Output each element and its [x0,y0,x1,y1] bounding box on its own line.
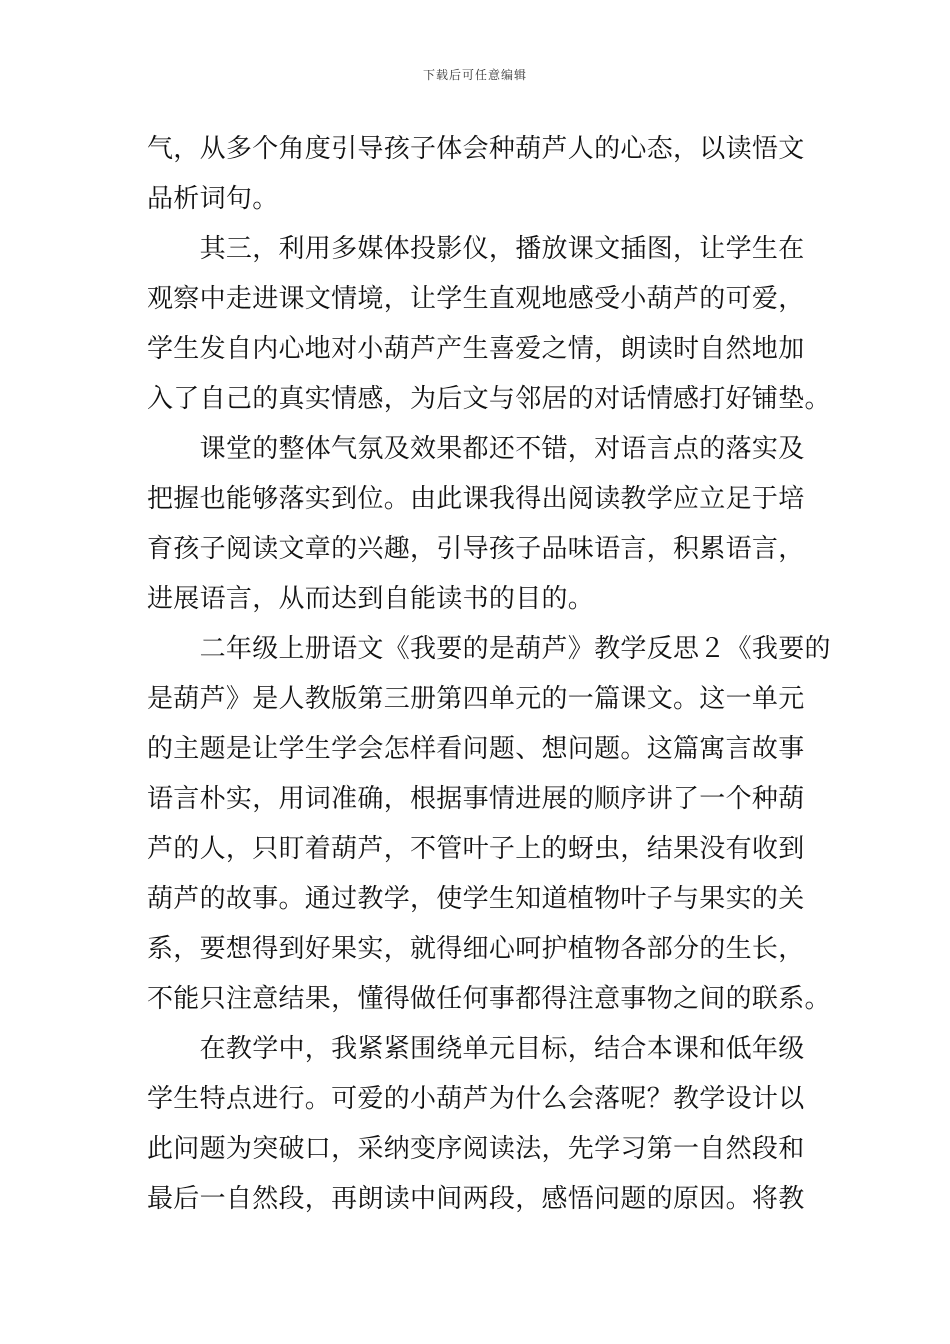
header-note: 下载后可任意编辑 [422,68,527,82]
body-line: 的主题是让学生学会怎样看问题、想问题。这篇寓言故事 [147,734,805,764]
body-line: 学生发自内心地对小葫芦产生喜爱之情，朗读时自然地加 [147,334,805,364]
body-line: 课堂的整体气氛及效果都还不错，对语言点的落实及 [147,434,805,464]
body-line: 气，从多个角度引导孩子体会种葫芦人的心态，以读悟文 [147,134,805,164]
body-line: 观察中走进课文情境，让学生直观地感受小葫芦的可爱， [147,284,805,314]
body-line: 语言朴实，用词准确，根据事情进展的顺序讲了一个种葫 [147,784,805,814]
body-line: 在教学中，我紧紧围绕单元目标，结合本课和低年级 [147,1034,805,1064]
body-line: 此问题为突破口，采纳变序阅读法，先学习第一自然段和 [147,1134,805,1164]
body-line: 学生特点进行。可爱的小葫芦为什么会落呢？教学设计以 [147,1084,805,1114]
body-line: 把握也能够落实到位。由此课我得出阅读教学应立足于培 [147,484,805,514]
body-line: 其三，利用多媒体投影仪，播放课文插图，让学生在 [147,234,805,264]
body-line: 是葫芦》是人教版第三册第四单元的一篇课文。这一单元 [147,684,805,714]
body-line: 二年级上册语文《我要的是葫芦》教学反思２《我要的 [147,634,831,664]
body-line: 入了自己的真实情感，为后文与邻居的对话情感打好铺垫。 [147,384,831,414]
body-line: 葫芦的故事。通过教学，使学生知道植物叶子与果实的关 [147,884,805,914]
body-line: 系，要想得到好果实，就得细心呵护植物各部分的生长， [147,934,805,964]
body-line: 品析词句。 [147,184,279,214]
body-line: 不能只注意结果，懂得做任何事都得注意事物之间的联系。 [147,984,831,1014]
body-line: 进展语言，从而达到自能读书的目的。 [147,584,595,614]
body-line: 育孩子阅读文章的兴趣，引导孩子品味语言，积累语言， [147,534,805,564]
body-line: 芦的人，只盯着葫芦，不管叶子上的蚜虫，结果没有收到 [147,834,805,864]
body-line: 最后一自然段，再朗读中间两段，感悟问题的原因。将教 [147,1184,805,1214]
